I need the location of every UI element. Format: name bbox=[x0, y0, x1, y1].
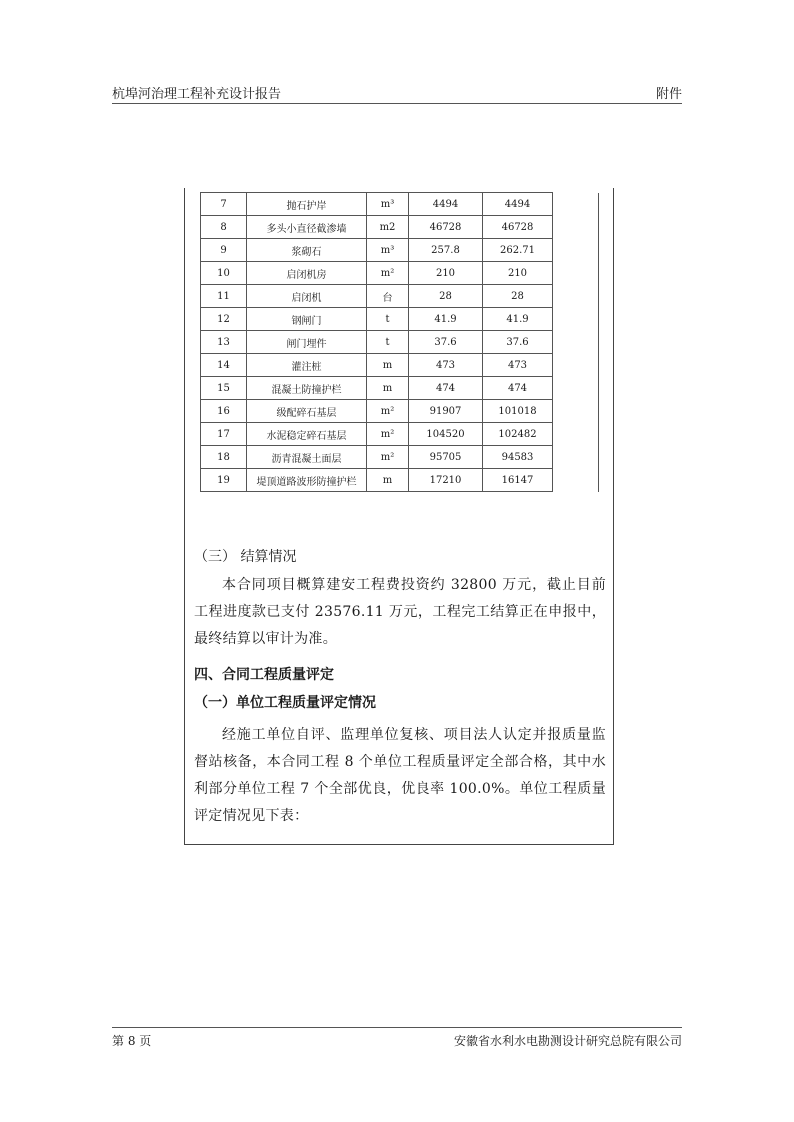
table-row bbox=[201, 400, 599, 423]
item-unit: m² bbox=[367, 446, 409, 469]
table-row bbox=[201, 423, 599, 446]
design-quantity: 210 bbox=[409, 262, 483, 285]
design-quantity: 91907 bbox=[409, 400, 483, 423]
design-quantity: 104520 bbox=[409, 423, 483, 446]
item-name: 堤顶道路波形防撞护栏 bbox=[247, 469, 367, 492]
completed-quantity: 41.9 bbox=[483, 308, 553, 331]
item-number: 8 bbox=[201, 216, 247, 239]
design-quantity: 41.9 bbox=[409, 308, 483, 331]
remarks-cell bbox=[553, 239, 599, 262]
item-name: 水泥稳定碎石基层 bbox=[247, 423, 367, 446]
item-name: 启闭机房 bbox=[247, 262, 367, 285]
remarks-cell bbox=[553, 446, 599, 469]
completed-quantity: 474 bbox=[483, 377, 553, 400]
item-unit: 台 bbox=[367, 285, 409, 308]
remarks-cell bbox=[553, 331, 599, 354]
item-number: 9 bbox=[201, 239, 247, 262]
header-divider bbox=[112, 103, 682, 104]
table-row bbox=[201, 308, 599, 331]
completed-quantity: 101018 bbox=[483, 400, 553, 423]
item-name: 灌注桩 bbox=[247, 354, 367, 377]
table-row bbox=[201, 469, 599, 492]
design-quantity: 257.8 bbox=[409, 239, 483, 262]
item-number: 17 bbox=[201, 423, 247, 446]
remarks-cell bbox=[553, 469, 599, 492]
section-3-heading: （三） 结算情况 bbox=[194, 549, 297, 565]
remarks-cell bbox=[553, 377, 599, 400]
item-number: 18 bbox=[201, 446, 247, 469]
completed-quantity: 262.71 bbox=[483, 239, 553, 262]
design-quantity: 37.6 bbox=[409, 331, 483, 354]
design-quantity: 474 bbox=[409, 377, 483, 400]
page-number: 第 8 页 bbox=[112, 1034, 152, 1048]
item-name: 浆砌石 bbox=[247, 239, 367, 262]
design-quantity: 4494 bbox=[409, 193, 483, 216]
completed-quantity: 37.6 bbox=[483, 331, 553, 354]
remarks-cell bbox=[553, 285, 599, 308]
completed-quantity: 210 bbox=[483, 262, 553, 285]
remarks-cell bbox=[553, 354, 599, 377]
item-number: 10 bbox=[201, 262, 247, 285]
attachment-label: 附件 bbox=[655, 87, 682, 102]
table-row bbox=[201, 239, 599, 262]
item-name: 抛石护岸 bbox=[247, 193, 367, 216]
completed-quantity: 28 bbox=[483, 285, 553, 308]
item-name: 钢闸门 bbox=[247, 308, 367, 331]
page-header bbox=[112, 83, 682, 103]
remarks-cell bbox=[553, 400, 599, 423]
item-unit: t bbox=[367, 308, 409, 331]
quality-paragraph: 经施工单位自评、监理单位复核、项目法人认定并报质量监督站核备，本合同工程 8 个单位工程质量评定全部合格，其中水利部分单位工程 7 个全部优良，优良率 100.0%。单位工程质量评定情况见下表： bbox=[194, 727, 606, 824]
item-name: 级配碎石基层 bbox=[247, 400, 367, 423]
item-name: 多头小直径截渗墙 bbox=[247, 216, 367, 239]
item-number: 19 bbox=[201, 469, 247, 492]
remarks-cell bbox=[553, 262, 599, 285]
item-name: 启闭机 bbox=[247, 285, 367, 308]
item-number: 15 bbox=[201, 377, 247, 400]
item-unit: m bbox=[367, 377, 409, 400]
item-number: 7 bbox=[201, 193, 247, 216]
item-unit: m2 bbox=[367, 216, 409, 239]
design-quantity: 473 bbox=[409, 354, 483, 377]
item-unit: m bbox=[367, 354, 409, 377]
item-number: 14 bbox=[201, 354, 247, 377]
unit-quality-heading: （一）单位工程质量评定情况 bbox=[194, 695, 376, 711]
item-number: 13 bbox=[201, 331, 247, 354]
item-unit: t bbox=[367, 331, 409, 354]
section-4-heading: 四、合同工程质量评定 bbox=[194, 667, 334, 683]
item-number: 12 bbox=[201, 308, 247, 331]
table-row bbox=[201, 285, 599, 308]
remarks-cell bbox=[553, 193, 599, 216]
completed-quantity: 4494 bbox=[483, 193, 553, 216]
completed-quantity: 473 bbox=[483, 354, 553, 377]
table-row bbox=[201, 354, 599, 377]
remarks-cell bbox=[553, 216, 599, 239]
item-unit: m³ bbox=[367, 193, 409, 216]
design-quantity: 46728 bbox=[409, 216, 483, 239]
table-row bbox=[201, 262, 599, 285]
item-unit: m² bbox=[367, 262, 409, 285]
table-row bbox=[201, 193, 599, 216]
footer-divider bbox=[112, 1027, 682, 1028]
table-row bbox=[201, 331, 599, 354]
item-unit: m² bbox=[367, 423, 409, 446]
item-unit: m bbox=[367, 469, 409, 492]
table-row bbox=[201, 446, 599, 469]
item-number: 16 bbox=[201, 400, 247, 423]
remarks-cell bbox=[553, 423, 599, 446]
completed-quantity: 94583 bbox=[483, 446, 553, 469]
completed-quantity: 16147 bbox=[483, 469, 553, 492]
quantity-table bbox=[200, 192, 599, 492]
table-row bbox=[201, 377, 599, 400]
item-name: 沥青混凝土面层 bbox=[247, 446, 367, 469]
table-row bbox=[201, 216, 599, 239]
design-quantity: 28 bbox=[409, 285, 483, 308]
item-name: 闸门埋件 bbox=[247, 331, 367, 354]
item-number: 11 bbox=[201, 285, 247, 308]
design-quantity: 17210 bbox=[409, 469, 483, 492]
design-quantity: 95705 bbox=[409, 446, 483, 469]
item-name: 混凝土防撞护栏 bbox=[247, 377, 367, 400]
report-title: 杭埠河治理工程补充设计报告 bbox=[112, 87, 282, 102]
remarks-cell bbox=[553, 308, 599, 331]
completed-quantity: 102482 bbox=[483, 423, 553, 446]
completed-quantity: 46728 bbox=[483, 216, 553, 239]
organization-name: 安徽省水利水电勘测设计研究总院有限公司 bbox=[453, 1034, 682, 1048]
settlement-paragraph: 本合同项目概算建安工程费投资约 32800 万元，截止目前工程进度款已支付 23576.11 万元，工程完工结算正在申报中，最终结算以审计为准。 bbox=[194, 577, 606, 647]
item-unit: m³ bbox=[367, 239, 409, 262]
item-unit: m² bbox=[367, 400, 409, 423]
